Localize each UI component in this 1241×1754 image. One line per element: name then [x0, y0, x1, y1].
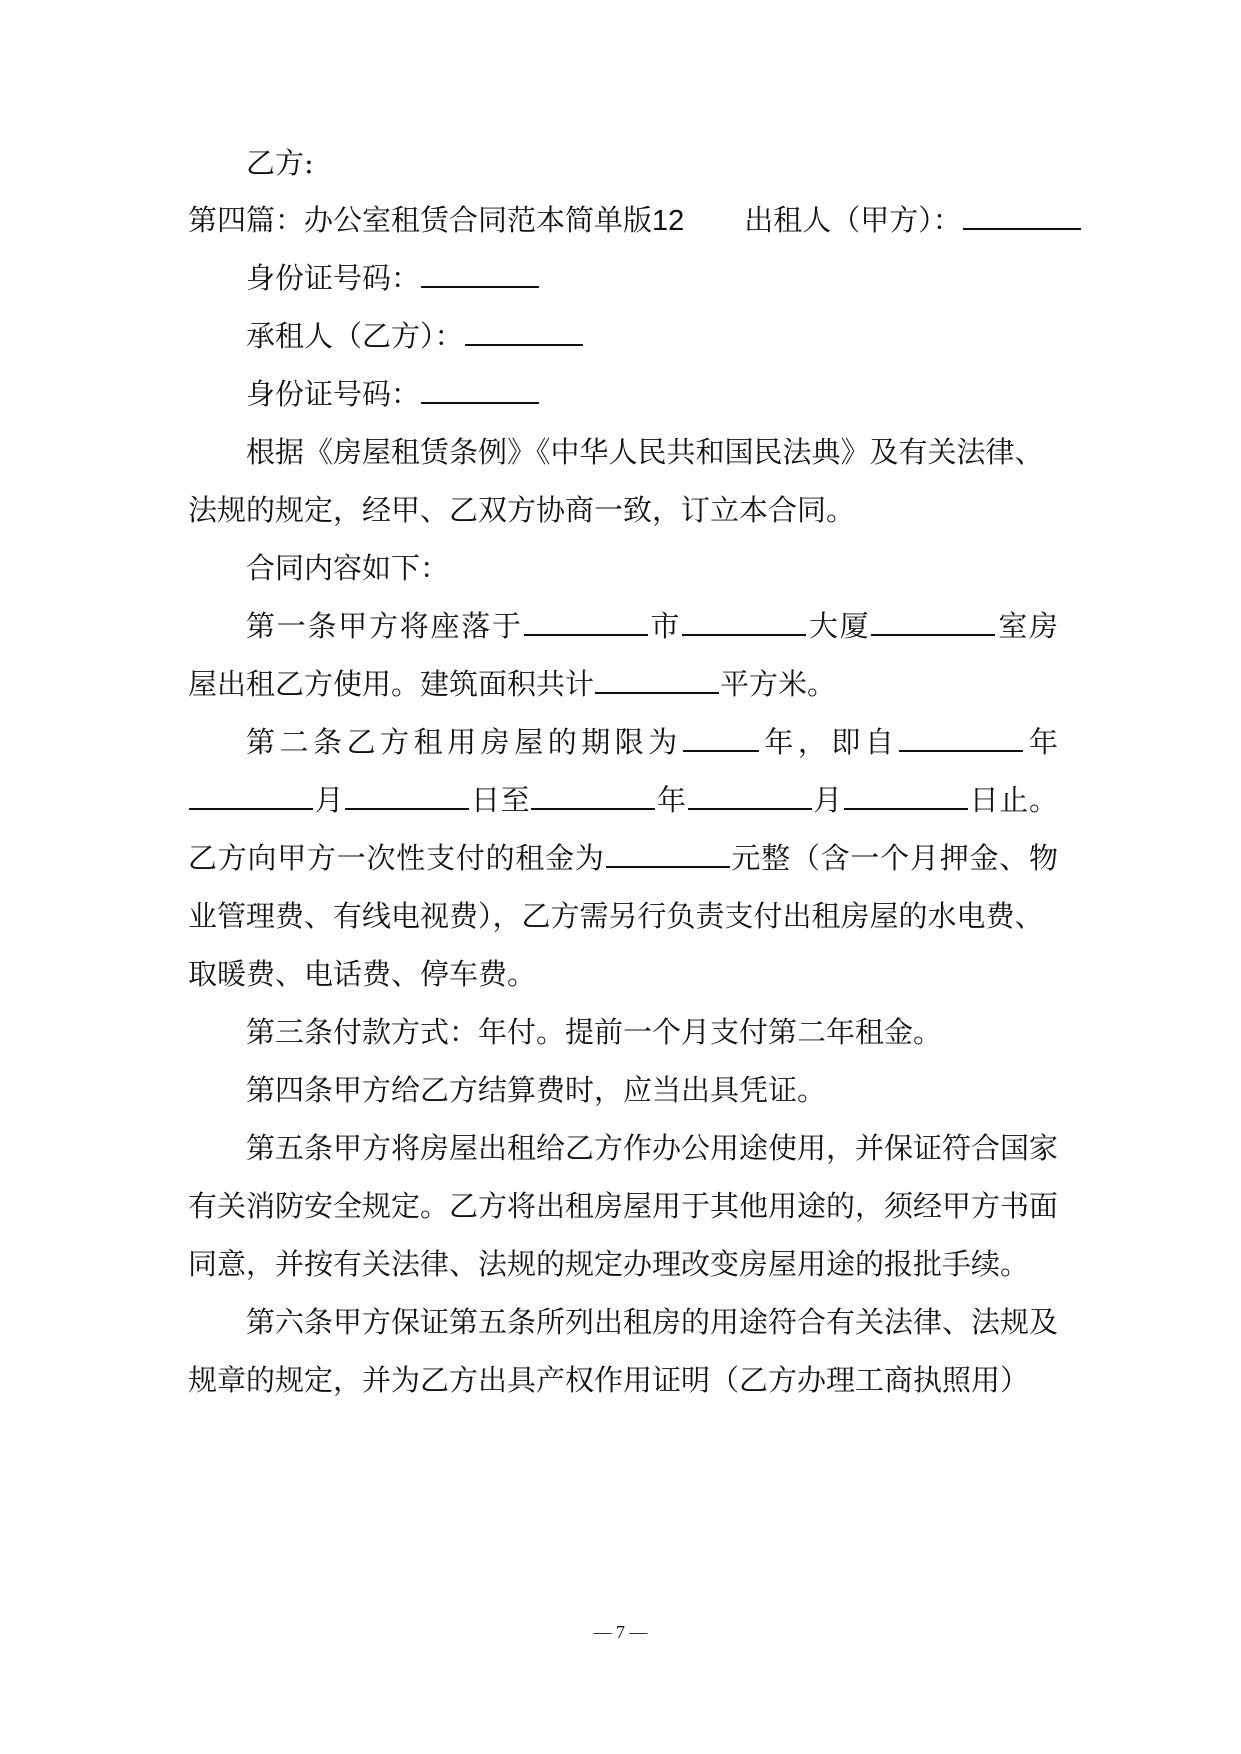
- text: 第二条乙方租用房屋的期限为: [246, 725, 682, 759]
- text: 年: [656, 783, 687, 817]
- text: 日止。: [968, 783, 1058, 817]
- party-b-label: [246, 143, 1058, 183]
- end-month-blank[interactable]: [688, 780, 812, 810]
- text: 屋出租乙方使用。建筑面积共计: [188, 667, 595, 701]
- text: 合同内容如下：: [246, 551, 450, 585]
- paragraph-line: [246, 432, 1058, 472]
- start-day-blank[interactable]: [345, 780, 469, 810]
- section-heading-line: [188, 200, 1058, 241]
- end-year-blank[interactable]: [531, 780, 655, 810]
- text: 第一条甲方将座落于: [246, 609, 523, 643]
- id-label: 身份证号码：: [246, 261, 421, 295]
- text: 大厦: [807, 609, 871, 643]
- lessor-id-blank[interactable]: [421, 258, 539, 288]
- paragraph-line: [188, 490, 1058, 530]
- article-6-line: [188, 1360, 1058, 1400]
- page-number: — 7 —: [593, 1622, 648, 1642]
- text: 第四条甲方给乙方结算费时，应当出具凭证。: [246, 1073, 827, 1107]
- article-1-line: [246, 606, 1058, 646]
- text: 年: [1024, 725, 1058, 759]
- text: 乙方向甲方一次性支付的租金为: [188, 841, 605, 875]
- start-month-blank[interactable]: [189, 780, 313, 810]
- text: 取暖费、电话费、停车费。: [188, 957, 537, 991]
- article-1-line: [188, 664, 1058, 704]
- text: 日至: [470, 783, 531, 817]
- section-number: 12: [652, 205, 685, 237]
- article-5-line: [188, 1244, 1058, 1284]
- text: 第三条付款方式：年付。提前一个月支付第二年租金。: [246, 1015, 943, 1049]
- lessee-id-line: [246, 374, 1058, 414]
- text: 业管理费、有线电视费），乙方需另行负责支付出租房屋的水电费、: [188, 899, 1044, 933]
- text: 元整（含一个月押金、物: [730, 841, 1058, 875]
- text: 月: [812, 783, 843, 817]
- text: 规章的规定，并为乙方出具产权作用证明（乙方办理工商执照用）: [188, 1363, 1030, 1397]
- lessee-label: 承租人（乙方）：: [246, 319, 464, 353]
- room-blank[interactable]: [871, 606, 995, 636]
- text: 市: [648, 609, 682, 643]
- text: 法规的规定，经甲、乙双方协商一致，订立本合同。: [188, 493, 856, 527]
- text: 同意，并按有关法律、法规的规定办理改变房屋用途的报批手续。: [188, 1247, 1030, 1281]
- text: 第六条甲方保证第五条所列出租房的用途符合有关法律、法规及: [246, 1305, 1059, 1339]
- article-2-line: [188, 896, 1058, 936]
- lessee-blank[interactable]: [465, 316, 583, 346]
- text: 有关消防安全规定。乙方将出租房屋用于其他用途的，须经甲方书面: [188, 1189, 1059, 1223]
- article-3-line: [246, 1012, 1058, 1052]
- lessee-id-blank[interactable]: [421, 374, 539, 404]
- article-2-line: [188, 838, 1058, 878]
- lessor-id-line: [246, 258, 1058, 298]
- article-2-line: [188, 954, 1058, 994]
- article-5-line: [246, 1128, 1058, 1168]
- start-year-blank[interactable]: [899, 722, 1023, 752]
- id-label: 身份证号码：: [246, 377, 421, 411]
- rent-amount-blank[interactable]: [606, 838, 730, 868]
- text: 根据《房屋租赁条例》《中华人民共和国民法典》及有关法律、: [246, 435, 1044, 469]
- text: 乙方:: [246, 146, 314, 180]
- article-4-line: [246, 1070, 1058, 1110]
- building-blank[interactable]: [682, 606, 806, 636]
- end-day-blank[interactable]: [844, 780, 968, 810]
- lessor-blank[interactable]: [963, 200, 1081, 230]
- text: 室房: [996, 609, 1058, 643]
- text: 年，即自: [759, 725, 899, 759]
- lessor-label: 出租人（甲方）：: [744, 203, 962, 237]
- article-2-line: [246, 722, 1058, 762]
- area-blank[interactable]: [595, 664, 719, 694]
- article-2-line: [188, 780, 1058, 820]
- paragraph-line: [246, 548, 1058, 588]
- years-blank[interactable]: [683, 722, 759, 752]
- text: 平方米。: [720, 667, 837, 701]
- city-blank[interactable]: [524, 606, 648, 636]
- lessee-line: [246, 316, 1058, 356]
- section-title: 第四篇：办公室租赁合同范本简单版: [188, 203, 653, 237]
- article-6-line: [246, 1302, 1058, 1342]
- text: 月: [314, 783, 345, 817]
- article-5-line: [188, 1186, 1058, 1226]
- text: 第五条甲方将房屋出租给乙方作办公用途使用，并保证符合国家: [246, 1131, 1059, 1165]
